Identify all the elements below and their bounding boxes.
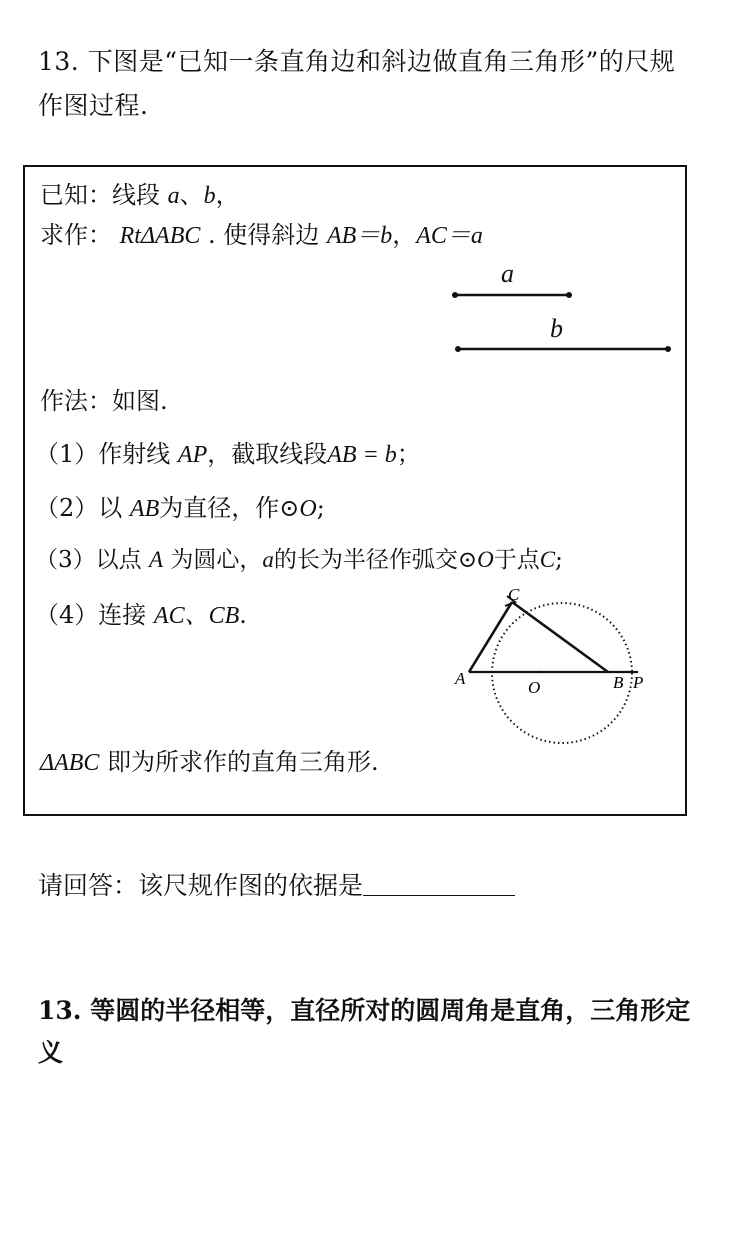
step-3 bbox=[35, 541, 563, 574]
label-a: A bbox=[455, 669, 466, 688]
segment-cb bbox=[512, 602, 608, 672]
step3-c: C bbox=[539, 547, 556, 572]
step1-num: （1） bbox=[35, 440, 99, 468]
answer-prompt bbox=[38, 866, 515, 902]
step2-end: ; bbox=[316, 494, 325, 522]
given-line bbox=[40, 175, 240, 210]
given-a: a bbox=[167, 183, 180, 209]
label-b: B bbox=[613, 673, 624, 692]
conclusion-triangle: ΔABC bbox=[40, 750, 100, 776]
step3-num: （3） bbox=[35, 547, 96, 573]
task-line bbox=[40, 215, 483, 250]
step4-text: 连接 bbox=[98, 601, 147, 629]
label-c: C bbox=[508, 585, 520, 604]
task-mid: . 使得斜边 bbox=[208, 221, 320, 249]
question-title: 13. 下图是“已知一条直角边和斜边做直角三角形”的尺规作图过程. bbox=[38, 47, 676, 120]
given-end: ， bbox=[215, 181, 240, 209]
step3-mid2: 于点 bbox=[493, 547, 540, 573]
step4-end: . bbox=[239, 601, 247, 629]
task-eq2: AC＝a bbox=[416, 223, 483, 249]
prompt-text: 请回答：该尺规作图的依据是 bbox=[38, 871, 364, 900]
step3-a: A bbox=[148, 547, 164, 572]
step2-text: 为直径，作⊙ bbox=[159, 494, 300, 522]
label-o: O bbox=[528, 678, 541, 697]
step3-end: ; bbox=[555, 547, 563, 573]
step1-mid: ，截取线段 bbox=[207, 440, 328, 468]
segment-a-label: a bbox=[501, 259, 514, 288]
step1-end: ； bbox=[396, 440, 421, 468]
given-sep: 、 bbox=[179, 181, 204, 209]
step-4 bbox=[35, 595, 247, 630]
task-eq1: AB＝b bbox=[326, 223, 393, 249]
answer-text: 13. 等圆的半径相等，直径所对的圆周角是直角，三角形定义 bbox=[38, 996, 691, 1067]
segment-b-label: b bbox=[550, 314, 563, 343]
given-b: b bbox=[203, 183, 216, 209]
segment-ac bbox=[469, 602, 512, 672]
given-prefix: 已知：线段 bbox=[40, 181, 160, 209]
conclusion-line bbox=[40, 742, 379, 777]
task-prefix: 求作： bbox=[40, 221, 112, 249]
step1-eq: AB = b bbox=[327, 442, 397, 468]
task-triangle: RtΔABC bbox=[119, 223, 201, 249]
step2-ab: AB bbox=[129, 496, 160, 522]
step-2 bbox=[35, 488, 325, 523]
construction-figure bbox=[445, 585, 665, 747]
step3-o: O bbox=[477, 547, 494, 572]
conclusion-text: 即为所求作的直角三角形. bbox=[107, 748, 379, 776]
label-p: P bbox=[633, 673, 644, 692]
task-comma: ， bbox=[392, 221, 417, 249]
construction-box bbox=[23, 165, 687, 816]
step1-text: 作射线 bbox=[98, 440, 171, 468]
step3-len: a bbox=[262, 547, 274, 572]
step3-pre: 以点 bbox=[95, 547, 142, 573]
step4-num: （4） bbox=[35, 601, 99, 629]
method-line: 作法：如图. bbox=[40, 387, 168, 415]
step3-mid: 为圆心， bbox=[170, 547, 263, 573]
center-o-dot bbox=[539, 671, 541, 673]
step1-ray: AP bbox=[177, 442, 208, 468]
segment-a bbox=[451, 287, 573, 303]
step2-pre: 以 bbox=[98, 494, 123, 522]
segment-b bbox=[454, 341, 672, 357]
answer-blank[interactable] bbox=[363, 871, 515, 896]
step2-o: O bbox=[299, 496, 317, 522]
step-1 bbox=[35, 434, 421, 469]
step3-text: 的长为半径作弧交⊙ bbox=[273, 547, 478, 573]
step4-segs: AC、CB bbox=[153, 603, 240, 629]
step2-num: （2） bbox=[35, 494, 99, 522]
